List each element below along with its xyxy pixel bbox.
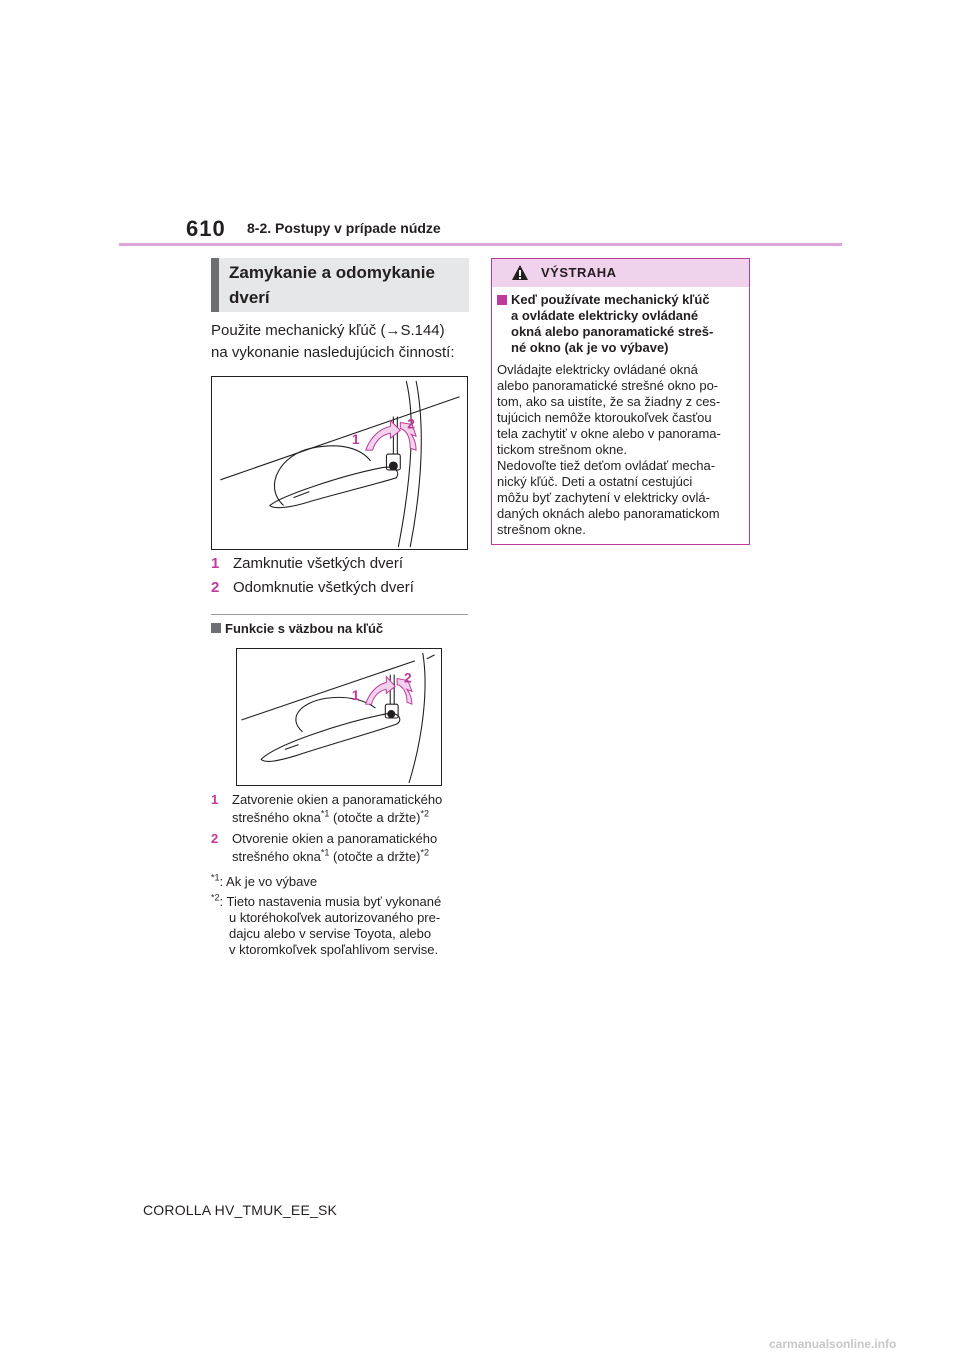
section-title: 8-2. Postupy v prípade núdze [247, 220, 441, 236]
warning-header [492, 259, 749, 287]
footnote-ref: *1 [320, 808, 330, 819]
warning-sub-line: né okno (ak je vo výbave) [511, 340, 669, 355]
item-line-2 [232, 809, 482, 827]
item-line-2 [232, 848, 482, 866]
intro-line-2: na vykonanie nasledujúcich činností: [211, 344, 455, 361]
list-item [211, 577, 414, 599]
footnote-line-4: v ktoromkoľvek spoľahlivom servise. [229, 942, 439, 957]
footnote-ref: *2 [420, 808, 429, 819]
list-item [211, 791, 481, 831]
heading-line-1: Zamykanie a odomykanie [229, 263, 435, 282]
key-function-figure [236, 648, 442, 786]
warning-body-line: tom, ako sa uistíte, že sa žiadny z ces- [497, 394, 721, 409]
warning-body-line: daných oknách alebo panoramatickom [497, 506, 720, 521]
watermark: carmanualsonline.info [769, 1337, 897, 1351]
door-handle-illustration-2 [237, 649, 441, 785]
warning-body [497, 362, 747, 538]
warning-body-line: alebo panoramatické strešné okno po- [497, 378, 719, 393]
divider [211, 614, 468, 615]
footnote-ref: *2 [420, 847, 429, 858]
square-bullet-icon [497, 295, 507, 305]
warning-body-line: Nedovoľte tiež deťom ovládať mecha- [497, 458, 716, 473]
warning-body-line: nický kľúč. Deti a ostatní cestujúci [497, 474, 693, 489]
footnote-line-2: u ktoréhokoľvek autorizovaného pre- [229, 910, 441, 925]
warning-sub-line: a ovládate elektricky ovládané [511, 308, 699, 323]
square-bullet-icon [211, 623, 221, 633]
footnote-ref: *1 [320, 847, 330, 858]
footnote-line-3: dajcu alebo v servise Toyota, alebo [229, 926, 432, 941]
item-text: Zamknutie všetkých dverí [233, 555, 404, 572]
warning-sub-line: okná alebo panoramatické streš- [511, 324, 714, 339]
list-item [211, 553, 403, 575]
door-handle-illustration [212, 377, 467, 549]
footnote-mark: *1 [211, 872, 220, 883]
item-line-1: Otvorenie okien a panoramatického [232, 831, 438, 846]
item-number: 1 [211, 555, 220, 572]
warning-title: VÝSTRAHA [541, 265, 617, 280]
item-line-2a: strešného okna [232, 849, 321, 864]
footnote-line-1: : Tieto nastavenia musia byť vykonané [219, 894, 442, 909]
header-rule [119, 243, 842, 246]
item-line-2b: (otočte a držte) [329, 810, 421, 825]
item-number: 2 [211, 579, 220, 596]
intro-line-1: Použite mechanický kľúč (→S.144) [211, 322, 445, 339]
figure2-label-2: 2 [404, 670, 412, 686]
item-line-2a: strešného okna [232, 810, 321, 825]
heading-line-2: dverí [229, 288, 270, 307]
item-line-1: Zatvorenie okien a panoramatického [232, 792, 443, 807]
warning-subheading-text [511, 292, 743, 356]
warning-body-line: môžu byť zachytení v elektricky ovlá- [497, 490, 710, 505]
page-number: 610 [186, 216, 226, 241]
warning-body-line: tujúcich nemôže ktoroukoľvek časťou [497, 410, 712, 425]
heading-bar [211, 258, 219, 312]
item-text: Odomknutie všetkých dverí [233, 579, 414, 596]
item-line-2b: (otočte a držte) [329, 849, 421, 864]
warning-body-line: tela zachytiť v okne alebo v panorama- [497, 426, 721, 441]
section-heading [211, 258, 469, 312]
figure1-label-2: 2 [407, 415, 415, 432]
item-number: 1 [211, 792, 219, 807]
warning-sub-line: Keď používate mechanický kľúč [511, 292, 710, 307]
warning-body-line: strešnom okne. [497, 522, 586, 537]
footnote-mark: *2 [211, 892, 220, 903]
figure2-label-1: 1 [351, 688, 360, 704]
warning-box [491, 258, 750, 545]
figure1-label-1: 1 [351, 431, 360, 448]
warning-body-line: Ovládajte elektricky ovládané okná [497, 362, 698, 377]
item-text [232, 791, 482, 827]
sub-heading-text: Funkcie s väzbou na kľúč [225, 621, 384, 636]
footnote-2 [211, 894, 481, 958]
sub-heading [211, 621, 383, 636]
list-item [211, 830, 481, 870]
warning-triangle-icon [511, 264, 529, 281]
item-text [232, 830, 482, 866]
footer-model: COROLLA HV_TMUK_EE_SK [143, 1202, 338, 1218]
intro-paragraph [211, 320, 473, 364]
footnote-text: : Ak je vo výbave [219, 874, 318, 889]
footnote-1 [211, 874, 317, 890]
item-number: 2 [211, 831, 219, 846]
warning-body-line: tickom strešnom okne. [497, 442, 628, 457]
heading-text [229, 260, 461, 310]
door-lock-figure [211, 376, 468, 550]
